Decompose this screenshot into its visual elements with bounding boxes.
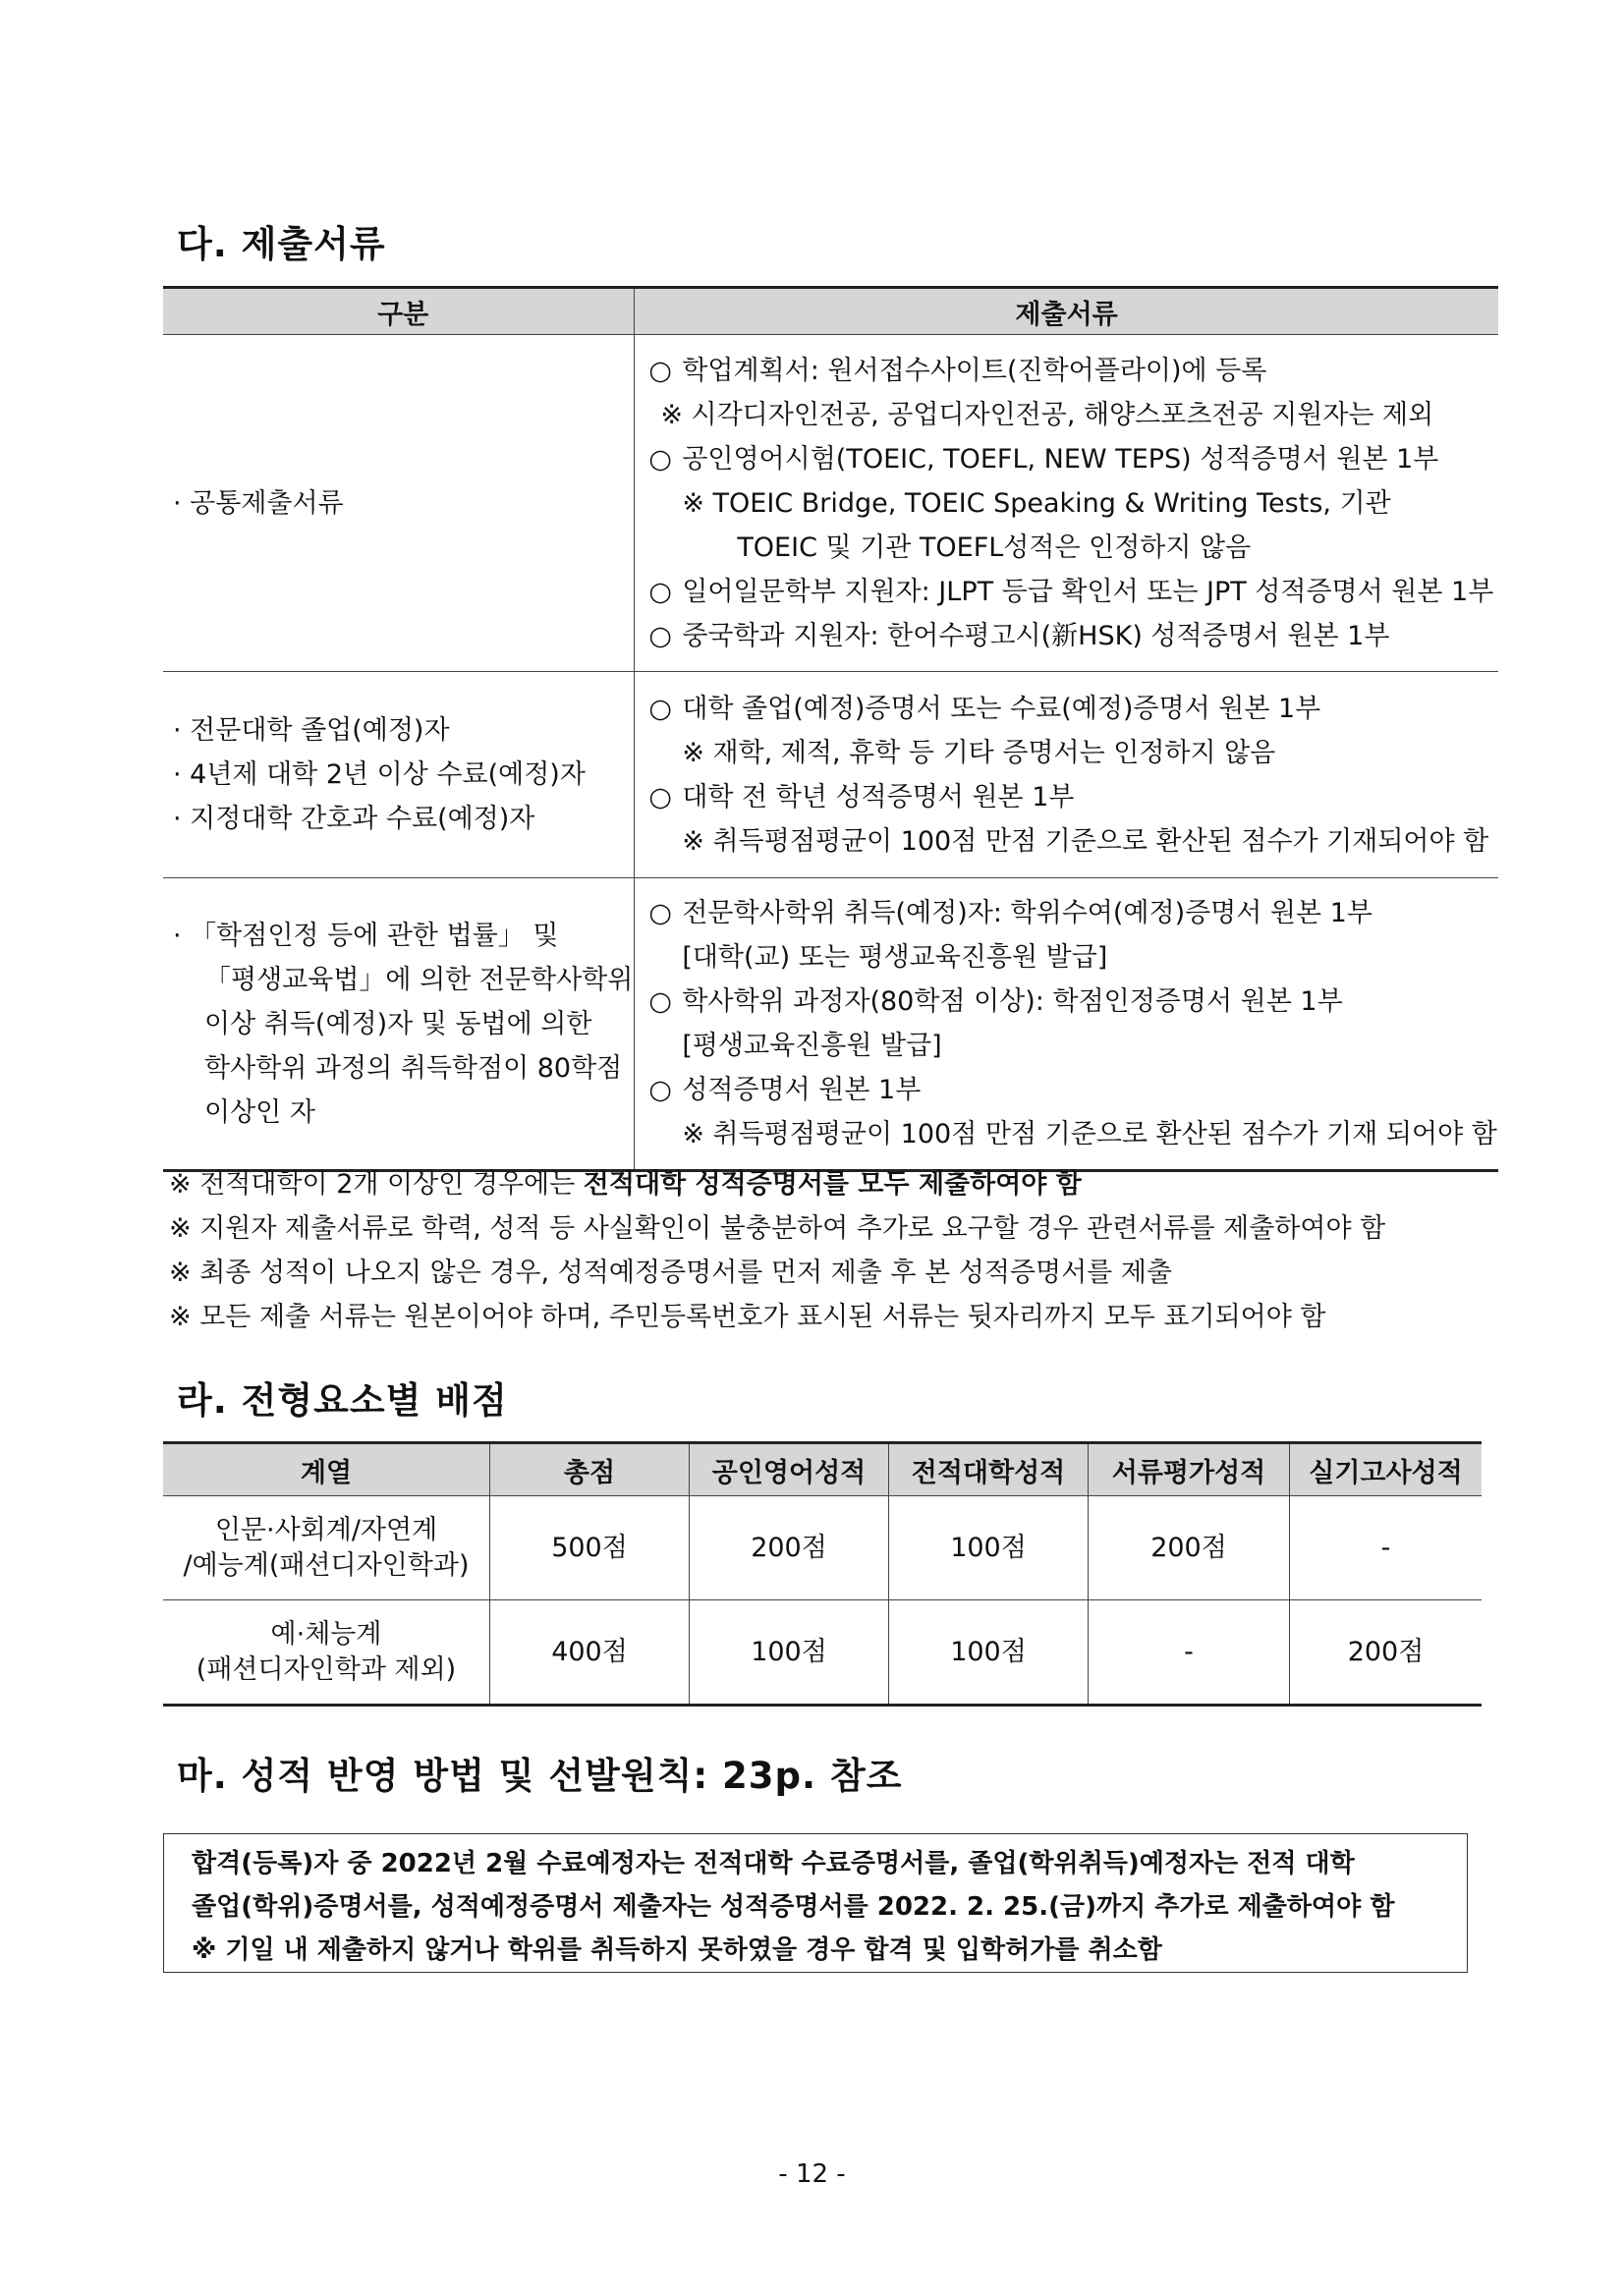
practical-cell: 200점 [1290,1600,1483,1706]
category-cell [163,878,635,1171]
category-text: 「평생교육법」에 의한 전문학사학위 [204,964,634,995]
doc-item: ○ 전문학사학위 취득(예정)자: 학위수여(예정)증명서 원본 1부 [648,891,1497,935]
group-cell [163,1600,490,1706]
doc-item: ○ 학사학위 과정자(80학점 이상): 학점인정증명서 원본 1부 [648,980,1497,1024]
group-text: 인문·사회계/자연계 [214,1514,438,1545]
note-line: ※ 모든 제출 서류는 원본이어야 하며, 주민등록번호가 표시된 서류는 뒷자리까지 모두 표기되어야 함 [169,1302,1326,1332]
doc-note: ※ 취득평점평균이 100점 만점 기준으로 환산된 점수가 기재 되어야 함 [682,1119,1497,1149]
english-cell: 200점 [690,1496,889,1600]
notice-line: 합격(등록)자 중 2022년 2월 수료예정자는 전적대학 수료증명서를, 졸업(학위취득)예정자는 전적 대학 [192,1849,1355,1878]
doc-note: ※ TOEIC Bridge, TOEIC Speaking & Writing Tests, 기관 [682,487,1391,519]
group-text: 예·체능계 [270,1618,382,1650]
note-line: ※ 최종 성적이 나오지 않은 경우, 성적예정증명서를 먼저 제출 후 본 성적증명서를 제출 [169,1258,1172,1288]
header-group: 계열 [163,1443,490,1496]
category-cell [163,672,635,878]
notes-block [169,1162,1385,1339]
category-text: 이상인 자 [204,1096,315,1128]
header-document: 서류평가성적 [1089,1443,1290,1496]
table-row [163,1496,1482,1600]
college-cell: 100점 [889,1496,1089,1600]
doc-item: ○ 공인영어시험(TOEIC, TOEFL, NEW TEPS) 성적증명서 원본 1부 [648,437,1497,481]
header-documents: 제출서류 [635,288,1498,335]
doc-item: ○ 일어일문학부 지원자: JLPT 등급 확인서 또는 JPT 성적증명서 원본 1부 [648,570,1497,614]
table-row [163,335,1498,672]
category-text: · 전문대학 졸업(예정)자 [173,715,450,746]
category-text: 이상 취득(예정)자 및 동법에 의한 [204,1008,592,1039]
total-cell: 500점 [490,1496,690,1600]
document-cell: 200점 [1089,1496,1290,1600]
doc-note: ※ 재학, 제적, 휴학 등 기타 증명서는 인정하지 않음 [682,737,1276,768]
notice-line: 졸업(학위)증명서를, 성적예정증명서 제출자는 성적증명서를 2022. 2. 25.(금)까지 추가로 제출하여야 함 [192,1892,1395,1922]
header-english: 공인영어성적 [690,1443,889,1496]
category-text: · 지정대학 간호과 수료(예정)자 [173,804,535,834]
header-category: 구분 [163,288,635,335]
total-cell: 400점 [490,1600,690,1706]
notice-line: ※ 기일 내 제출하지 않거나 학위를 취득하지 못하였을 경우 합격 및 입학허가를 취소함 [192,1935,1162,1965]
note-text: ※ 전적대학이 2개 이상인 경우에는 [169,1169,584,1200]
table-row [163,878,1498,1171]
doc-note: ※ 취득평점평균이 100점 만점 기준으로 환산된 점수가 기재되어야 함 [682,825,1489,857]
documents-cell [635,335,1498,672]
doc-item: ○ 중국학과 지원자: 한어수평고시(新HSK) 성적증명서 원본 1부 [648,614,1497,658]
category-text: · 4년제 대학 2년 이상 수료(예정)자 [173,759,586,790]
group-cell [163,1496,490,1600]
english-cell: 100점 [690,1600,889,1706]
doc-item: ○ 대학 졸업(예정)증명서 또는 수료(예정)증명서 원본 1부 [648,687,1497,731]
category-text: · 「학점인정 등에 관한 법률」 및 [173,920,559,951]
practical-cell: - [1290,1496,1483,1600]
score-table [163,1441,1482,1707]
notice-box [163,1833,1468,1973]
documents-cell [635,878,1498,1171]
note-emphasis: 전적대학 성적증명서를 모두 제출하여야 함 [583,1169,1082,1200]
section-title-ra: 라. 전형요소별 배점 [177,1379,508,1422]
table-row [163,1600,1482,1706]
page-number: - 12 - [778,2159,846,2189]
section-title-ma: 마. 성적 반영 방법 및 선발원칙: 23p. 참조 [177,1755,903,1797]
doc-note: [대학(교) 또는 평생교육진흥원 발급] [682,942,1108,973]
table-header-row [163,1443,1482,1496]
group-text: /예능계(패션디자인학과) [183,1549,470,1581]
college-cell: 100점 [889,1600,1089,1706]
note-line: ※ 지원자 제출서류로 학력, 성적 등 사실확인이 불충분하여 추가로 요구할 경우 관련서류를 제출하여야 함 [169,1213,1386,1244]
doc-item: ○ 대학 전 학년 성적증명서 원본 1부 [648,775,1497,819]
note-line [169,1162,1385,1206]
category-text: · 공통제출서류 [173,487,344,519]
header-college: 전적대학성적 [889,1443,1089,1496]
section-title-da: 다. 제출서류 [177,223,386,265]
doc-item: ○ 성적증명서 원본 1부 [648,1068,1497,1112]
doc-note: ※ 시각디자인전공, 공업디자인전공, 해양스포츠전공 지원자는 제외 [660,399,1434,430]
header-total: 총점 [490,1443,690,1496]
documents-table [163,286,1498,1172]
table-row [163,672,1498,878]
documents-cell [635,672,1498,878]
document-cell: - [1089,1600,1290,1706]
doc-note: TOEIC 및 기관 TOEFL성적은 인정하지 않음 [737,532,1252,563]
header-practical: 실기고사성적 [1290,1443,1483,1496]
doc-item: ○ 학업계획서: 원서접수사이트(진학어플라이)에 등록 [648,349,1497,393]
category-cell [163,335,635,672]
category-text: 학사학위 과정의 취득학점이 80학점 [204,1052,623,1084]
group-text: (패션디자인학과 제외) [196,1653,457,1685]
table-header-row [163,288,1498,335]
doc-note: [평생교육진흥원 발급] [682,1031,942,1061]
